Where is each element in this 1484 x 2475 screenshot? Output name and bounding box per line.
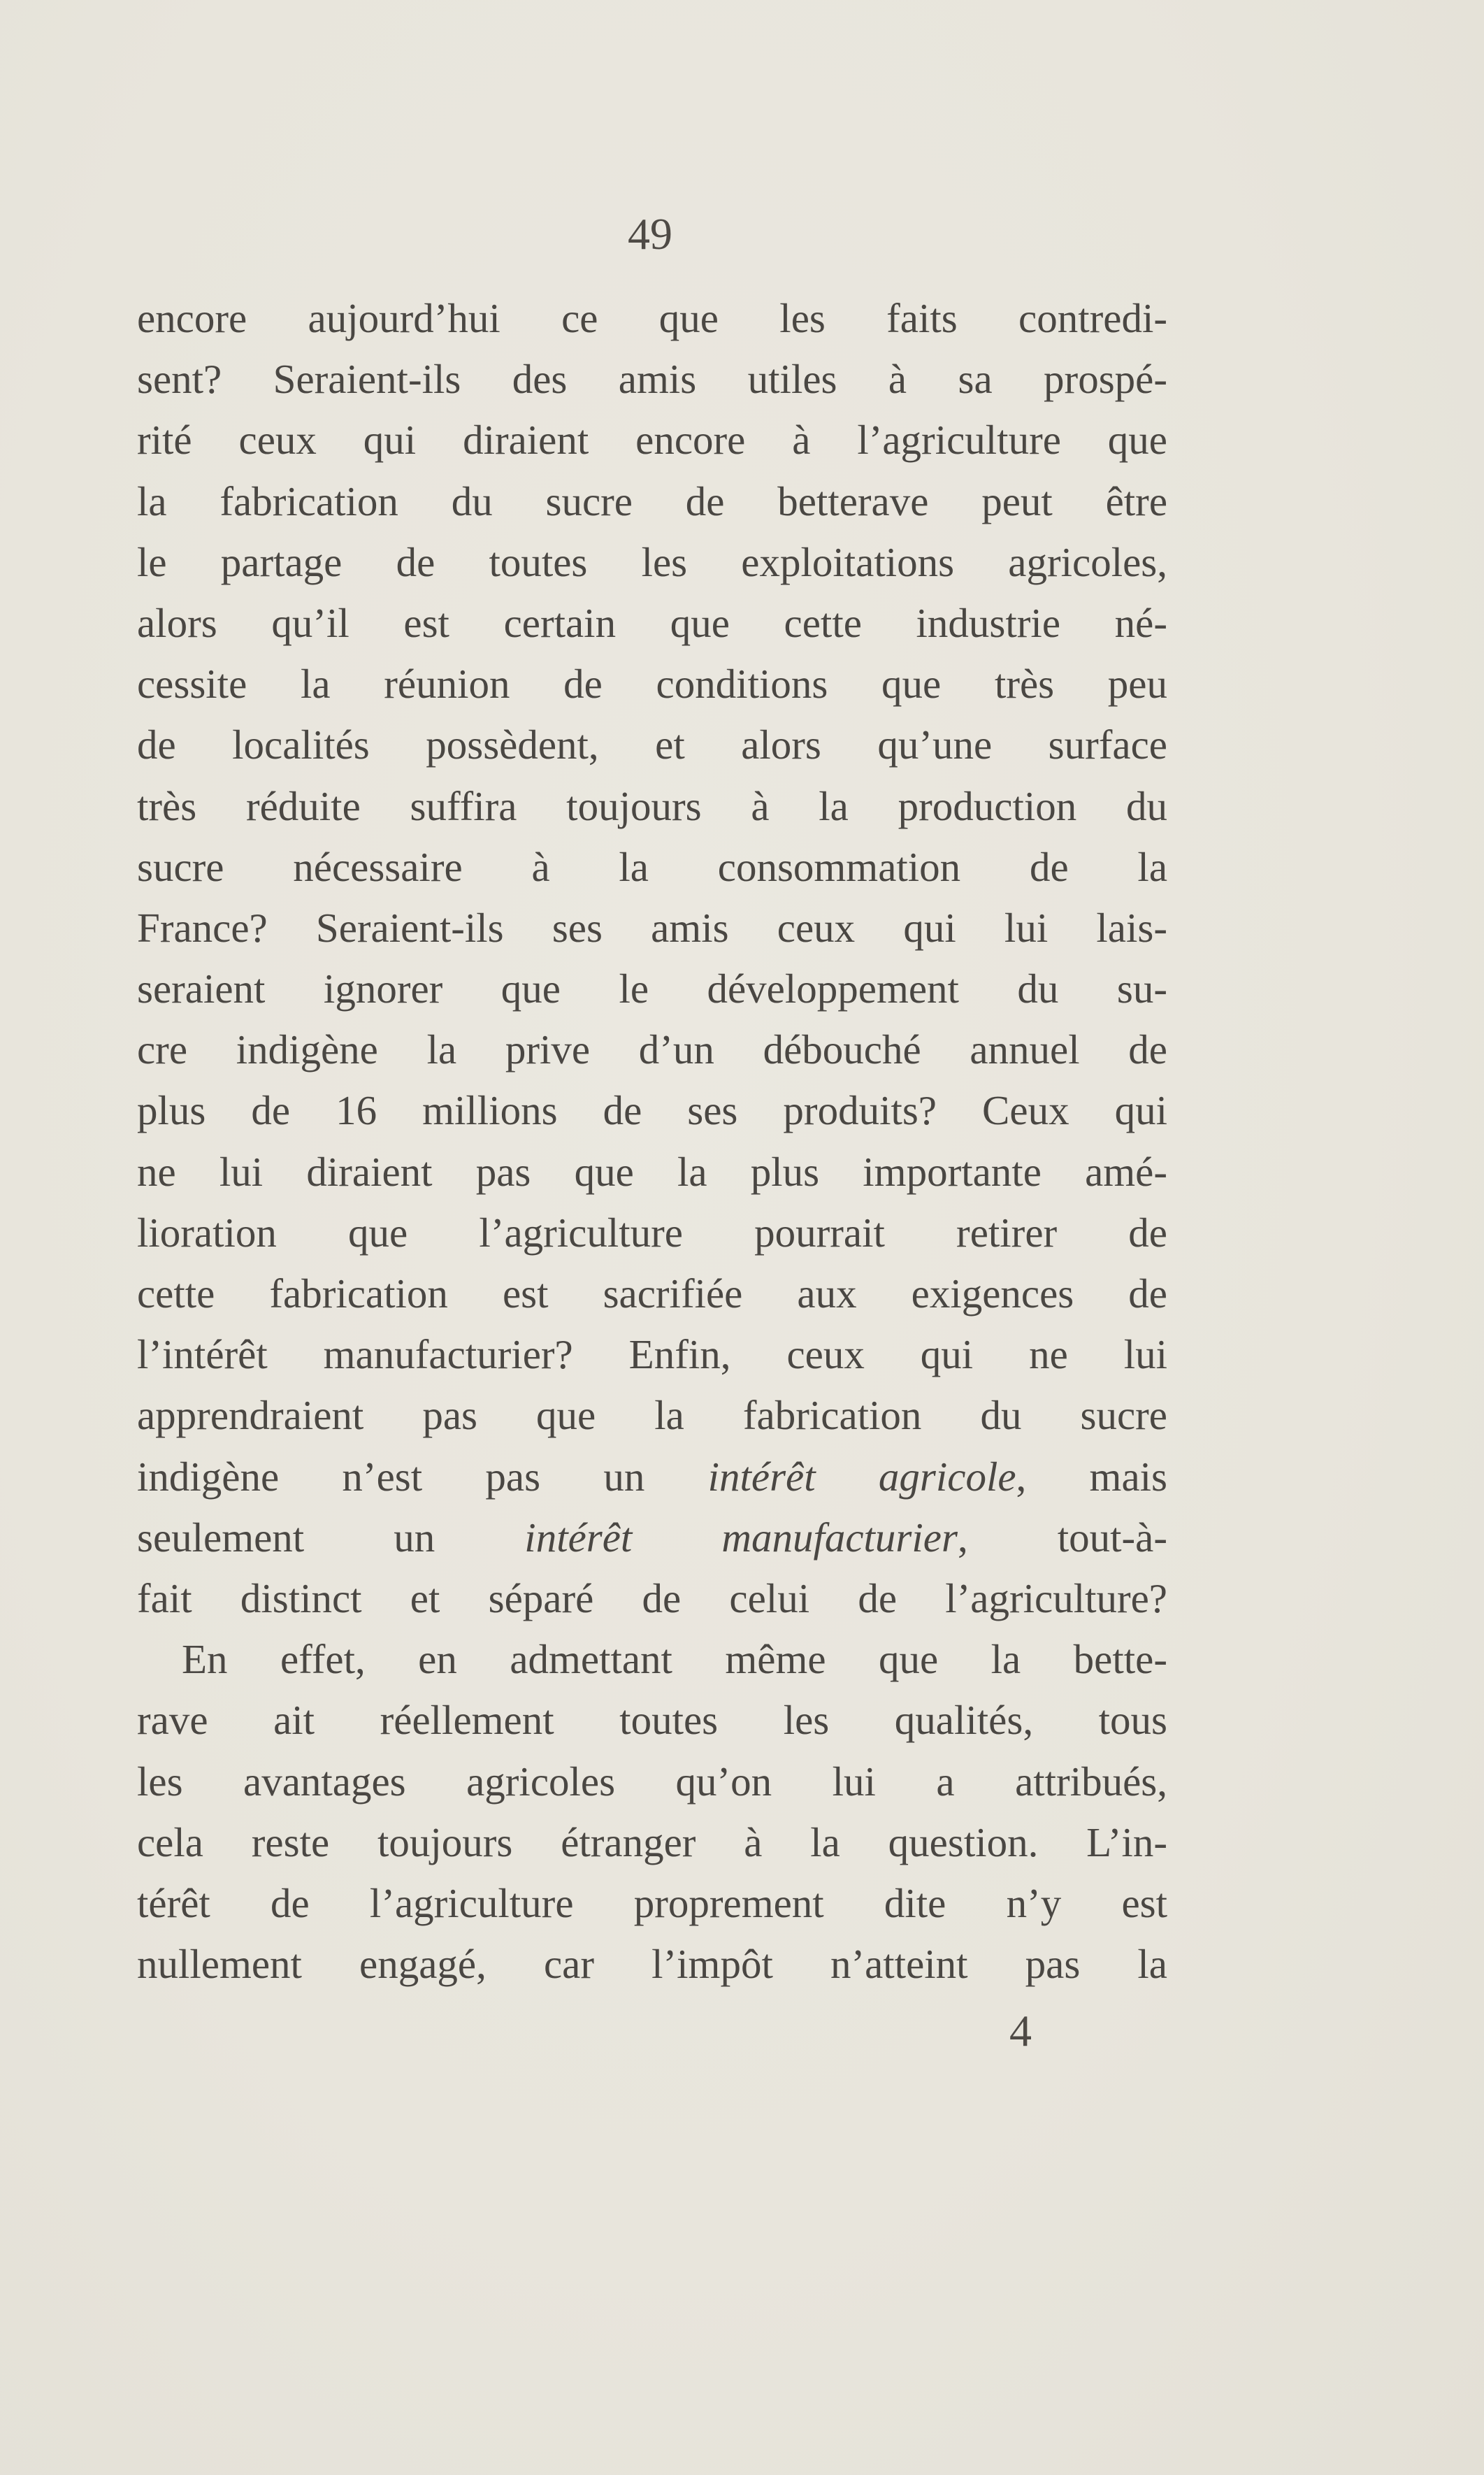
text-line: de localités possèdent, et alors qu’une surface (137, 722, 1167, 768)
text-line: l’intérêt manufacturier? Enfin, ceux qui ne lui (137, 1331, 1167, 1378)
text-line: lioration que l’agriculture pourrait retirer de (137, 1209, 1167, 1256)
text-line: encore aujourd’hui ce que les faits contredi- (137, 295, 1167, 341)
text-line: plus de 16 millions de ses produits? Ceux qui (137, 1087, 1167, 1134)
italic-phrase: intérêt agricole (707, 1453, 1016, 1500)
text-line: fait distinct et séparé de celui de l’agriculture? (137, 1574, 1167, 1621)
paragraph-start-line: En effet, en admettant même que la bette- (182, 1636, 1167, 1683)
text-run: seulement un (137, 1514, 525, 1561)
text-line: nullement engagé, car l’impôt n’atteint pas la (137, 1941, 1167, 1988)
text-line: apprendraient pas que la fabrication du sucre (137, 1392, 1167, 1439)
text-line: seraient ignorer que le développement du su- (137, 966, 1167, 1012)
text-line: cessite la réunion de conditions que très peu (137, 661, 1167, 708)
text-line-with-italic (137, 1447, 1167, 1507)
text-line: cela reste toujours étranger à la question. L’in- (137, 1818, 1167, 1865)
text-line: rave ait réellement toutes les qualités, tous (137, 1697, 1167, 1744)
page-number: 49 (628, 209, 672, 259)
text-line: ne lui diraient pas que la plus importante amé- (137, 1148, 1167, 1195)
text-line: rité ceux qui diraient encore à l’agriculture que (137, 417, 1167, 464)
italic-phrase: intérêt manufacturier (524, 1514, 958, 1561)
text-run: , mais (1016, 1453, 1167, 1500)
text-line: France? Seraient-ils ses amis ceux qui lui lais- (137, 904, 1167, 951)
text-line: sent? Seraient-ils des amis utiles à sa prospé- (137, 356, 1167, 403)
text-line: la fabrication du sucre de betterave peut être (137, 478, 1167, 524)
text-line: sucre nécessaire à la consommation de la (137, 843, 1167, 890)
text-line: très réduite suffira toujours à la production du (137, 782, 1167, 829)
signature-mark: 4 (1009, 2006, 1032, 2056)
text-line: cre indigène la prive d’un débouché annuel de (137, 1026, 1167, 1073)
text-line: cette fabrication est sacrifiée aux exigences de (137, 1270, 1167, 1317)
text-line: alors qu’il est certain que cette industrie né- (137, 599, 1167, 646)
body-text (137, 288, 1167, 1995)
text-run: , tout-à- (957, 1514, 1167, 1561)
text-run: indigène n’est pas un (137, 1453, 708, 1500)
text-line: térêt de l’agriculture proprement dite n’y est (137, 1879, 1167, 1926)
text-line: le partage de toutes les exploitations agricoles, (137, 538, 1167, 585)
text-line: les avantages agricoles qu’on lui a attribués, (137, 1758, 1167, 1805)
text-line-with-italic (137, 1507, 1167, 1568)
